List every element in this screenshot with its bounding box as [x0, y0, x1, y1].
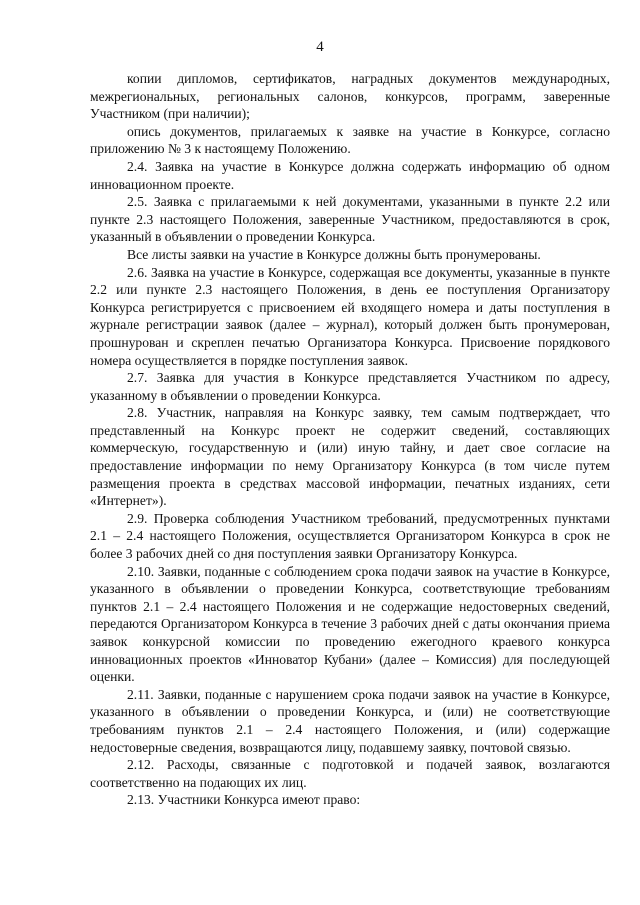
paragraph-2-12: 2.12. Расходы, связанные с подготовкой и подачей заявок, возлагаются соответственно на подающих их лиц.	[90, 757, 610, 790]
paragraph-2-11: 2.11. Заявки, поданные с нарушением срока подачи заявок на участие в Конкурсе, указанного в объявлении о проведении Конкурса, и (или) не соответствующие требованиям пунктов 2.1 – 2.4 настоящего Положения, и (или) содержащие недостоверные сведения, возвращаются лицу, подавшему заявку, почтовой связью.	[90, 686, 610, 755]
paragraph-document-inventory: опись документов, прилагаемых к заявке на участие в Конкурсе, согласно приложению № 3 к настоящему Положению.	[90, 123, 610, 157]
paragraph-2-7: 2.7. Заявка для участия в Конкурсе представляется Участником по адресу, указанному в объявлении о проведении Конкурса.	[90, 370, 610, 403]
page-number: 4	[316, 39, 324, 55]
paragraph-2-5: 2.5. Заявка с прилагаемыми к ней документами, указанными в пункте 2.2 или пункте 2.3 настоящего Положения, заверенные Участником, предоставляются в срок, указанный в объявлении о проведении Конкурса.	[90, 194, 610, 245]
paragraph-sheets-numbered: Все листы заявки на участие в Конкурсе должны быть пронумерованы.	[127, 246, 541, 262]
paragraph-2-13: 2.13. Участники Конкурса имеют право:	[127, 792, 361, 808]
paragraph-2-8: 2.8. Участник, направляя на Конкурс заявку, тем самым подтверждает, что представленный на Конкурс проект не содержит сведений, составляющих коммерческую, государственную и (или) иную тайну, и дает свое согласие на предоставление информации по нему Организатору Конкурса (в том числе путем размещения проекта в средствах массовой информации, печатных изданиях, сети «Интернет»).	[90, 405, 610, 509]
paragraph-2-4: 2.4. Заявка на участие в Конкурсе должна содержать информацию об одном инновационном проекте.	[90, 158, 610, 192]
paragraph-copies-of-diplomas: копии дипломов, сертификатов, наградных документов международных, межрегиональных, региональных салонов, конкурсов, программ, заверенные Участником (при наличии);	[90, 71, 610, 122]
paragraph-2-6: 2.6. Заявка на участие в Конкурсе, содержащая все документы, указанные в пункте 2.2 или пункте 2.3 настоящего Положения, в день ее поступления Организатору Конкурса регистрируется с присвоением ей входящего номера и даты поступления в журнале регистрации заявок (далее – журнал), который должен быть пронумерован, прошнурован и скреплен печатью Организатора Конкурса. Присвоение порядкового номера осуществляется в порядке поступления заявок.	[90, 264, 610, 368]
document-body	[90, 70, 610, 809]
paragraph-2-10: 2.10. Заявки, поданные с соблюдением срока подачи заявок на участие в Конкурсе, указанного в объявлении о проведении Конкурса, соответствующие требованиям пунктов 2.1 – 2.4 настоящего Положения и не содержащие недостоверных сведений, передаются Организатором Конкурса в течение 3 рабочих дней с даты окончания приема заявок конкурсной комиссии по проведению ежегодного краевого конкурса инновационных проектов «Инноватор Кубани» (далее – Комиссия) для последующей оценки.	[90, 563, 610, 685]
paragraph-2-9: 2.9. Проверка соблюдения Участником требований, предусмотренных пунктами 2.1 – 2.4 настоящего Положения, осуществляется Организатором Конкурса в срок не более 3 рабочих дней со дня поступления заявки Организатору Конкурса.	[90, 510, 610, 562]
